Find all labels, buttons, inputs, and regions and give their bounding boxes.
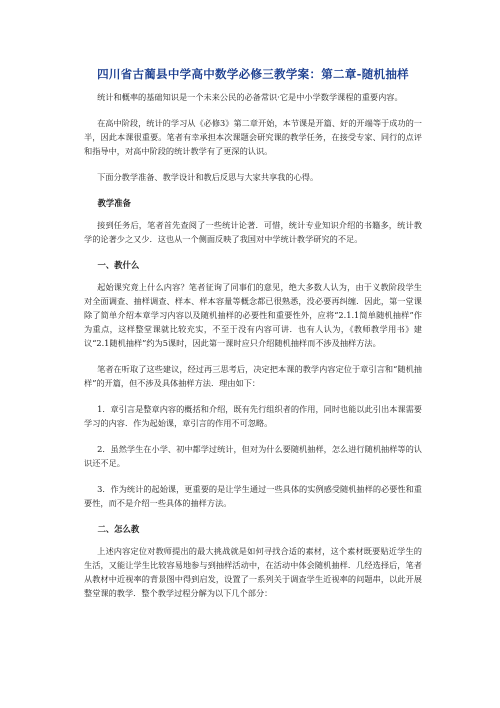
paragraph: 下面分教学准备、教学设计和教后反思与大家共享我的心得。 [97,172,319,182]
document-title: 四川省古蔺县中学高中数学必修三教学案：第二章-随机抽样 [97,67,409,81]
paragraph: 笔者在听取了这些建议，经过再三思考后，决定把本课的教学内容定位于章引言和“随机抽样”的开篇，但不涉及具体抽样方法．理由如下： [84,364,422,388]
paragraph: 上述内容定位对教师提出的最大挑战就是如何寻找合适的素材，这个素材既要贴近学生的生活，又能让学生比较容易地参与到抽样活动中，在活动中体会随机抽样．几经选择后，笔者从教材中近视率的背景图中得到启发，设置了一系列关于调查学生近视率的问题串，以此开展整堂课的教学．整个教学过程分解为以下几个部分： [84,546,422,598]
paragraph: 2．虽然学生在小学、初中都学过统计，但对为什么要随机抽样，怎么进行随机抽样等的认识还不足。 [84,444,422,468]
section-heading: 教学准备 [97,198,131,208]
paragraph: 1．章引言是整章内容的概括和介绍，既有先行组织者的作用，同时也能以此引出本课需要学习的内容．作为起始课，章引言的作用不可忽略。 [84,404,422,428]
paragraph: 3．作为统计的起始课，更重要的是让学生通过一些具体的实例感受随机抽样的必要性和重要性，而不是介绍一些具体的抽样方法。 [84,484,422,508]
paragraph: 接到任务后，笔者首先查阅了一些统计论著．可惜，统计专业知识介绍的书籍多，统计教学的论著少之又少．这也从一个侧面反映了我国对中学统计教学研究的不足。 [84,220,422,244]
section-heading: 一、教什么 [97,260,140,270]
paragraph: 起始课究竟上什么内容？笔者征询了同事们的意见，绝大多数人认为，由于义教阶段学生对全面调查、抽样调查、样本、样本容量等概念都已很熟悉，没必要再纠缠．因此，第一堂课除了简单介绍本章学习内容以及随机抽样的必要性和重要性外，应将“2.1.1简单随机抽样”作为重点，这样整堂课就比较充实，不至于没有内容可讲．也有人认为，《教师教学用书》建议“2.1随机抽样”约为5课时，因此第一课时应只介绍随机抽样而不涉及抽样方法。 [84,282,422,348]
paragraph: 统计和概率的基础知识是一个未来公民的必备常识·它是中小学数学课程的重要内容。 [97,92,403,102]
section-heading: 二、怎么教 [97,524,140,534]
paragraph: 在高中阶段，统计的学习从《必修3》第二章开始，本节课是开篇、好的开端等于成功的一半，因此本课很重要。笔者有幸承担本次课题会研究课的教学任务，在接受专家、同行的点评和指导中，对高中阶段的统计教学有了更深的认识。 [84,118,422,156]
